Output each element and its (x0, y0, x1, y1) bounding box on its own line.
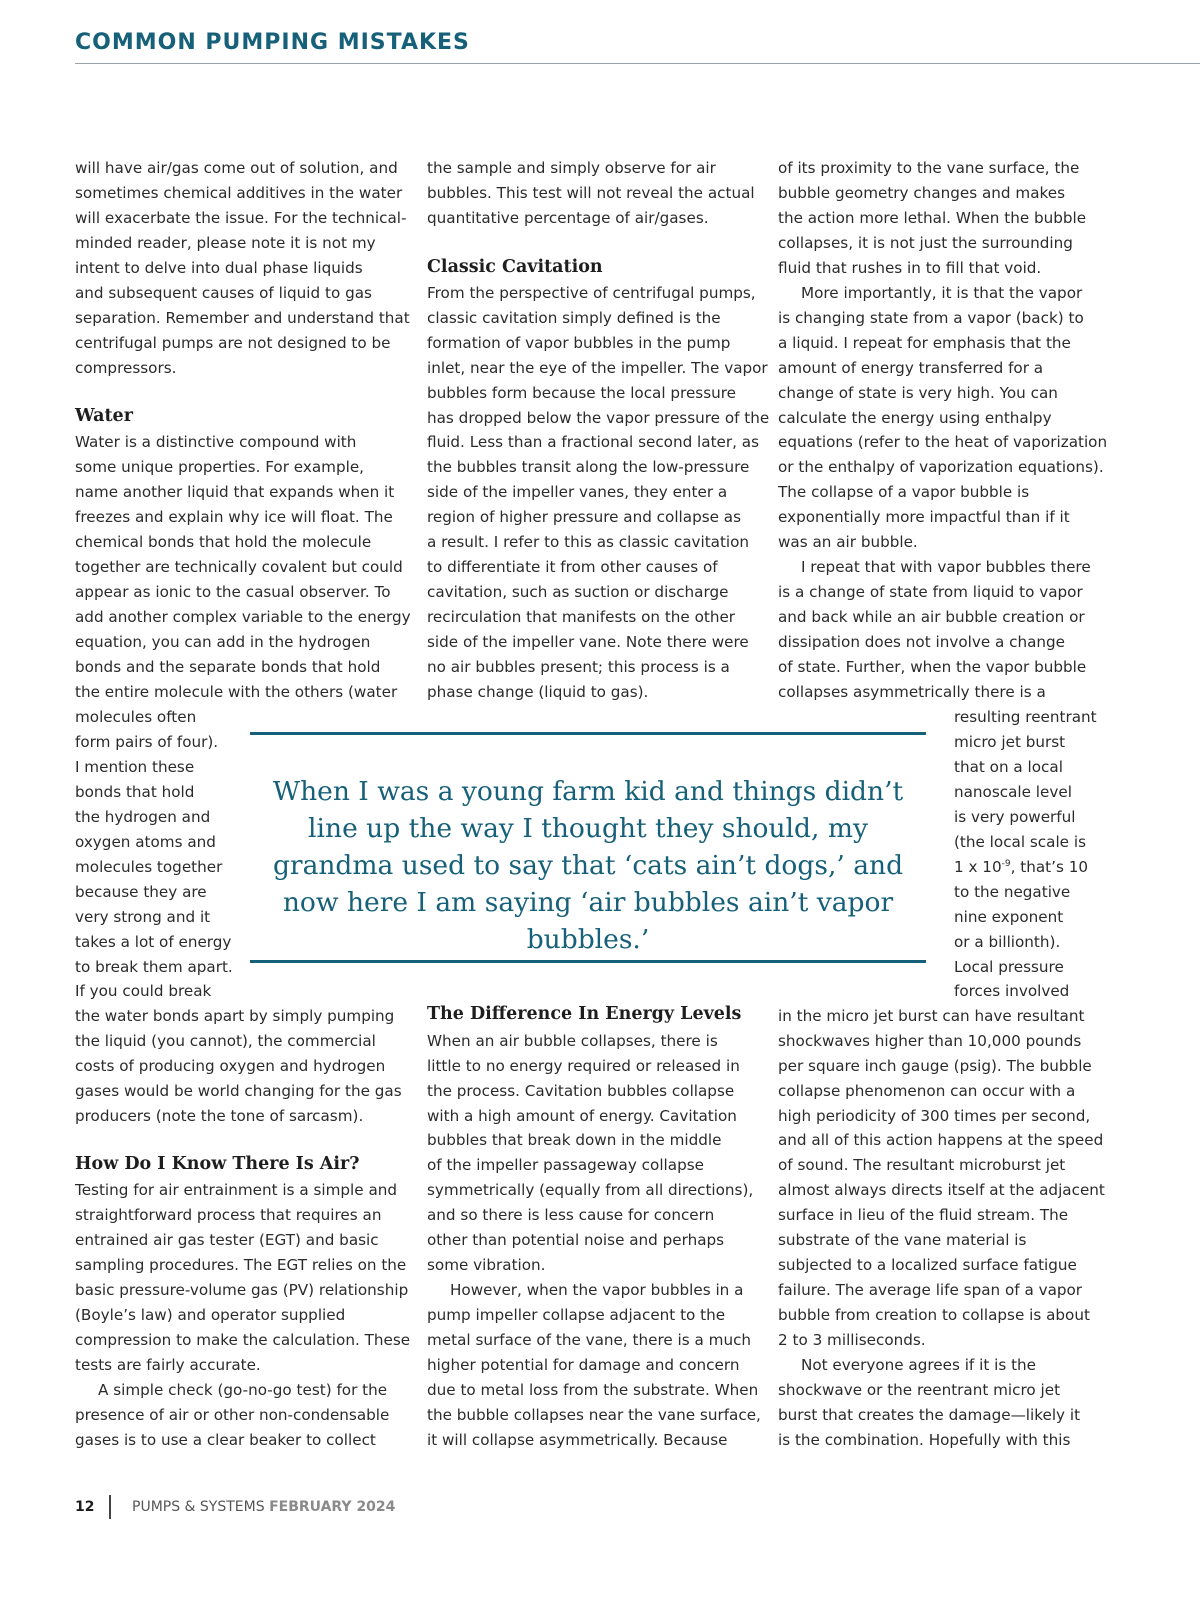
text-line: will exacerbate the issue. For the technical- (75, 209, 407, 227)
text-line: little to no energy required or released in (427, 1057, 740, 1075)
text-line: of its proximity to the vane surface, the (778, 159, 1080, 177)
text-line: nine exponent (954, 908, 1064, 926)
text-line: inlet, near the eye of the impeller. The vapor (427, 359, 768, 377)
text-line: side of the impeller vane. Note there were (427, 633, 749, 651)
text-line: presence of air or other non-condensable (75, 1406, 390, 1424)
text-line: collapses asymmetrically there is a (778, 683, 1046, 701)
text-line: calculate the energy using enthalpy (778, 409, 1052, 427)
text-line: collapse phenomenon can occur with a (778, 1082, 1076, 1100)
text-line: symmetrically (equally from all directions), (427, 1181, 754, 1199)
text-line: Testing for air entrainment is a simple and (75, 1181, 398, 1199)
text-line: burst that creates the damage—likely it (778, 1406, 1081, 1424)
text-line: I mention these (75, 758, 195, 776)
text-line: the liquid (you cannot), the commercial (75, 1032, 376, 1050)
text-line: A simple check (go-no-go test) for the (98, 1381, 388, 1399)
text-line: separation. Remember and understand that (75, 309, 410, 327)
text-line: freezes and explain why ice will float. The (75, 508, 393, 526)
text-line: the bubbles transit along the low-pressure (427, 458, 750, 476)
text-line: surface in lieu of the fluid stream. The (778, 1206, 1069, 1224)
text-line: costs of producing oxygen and hydrogen (75, 1057, 386, 1075)
text-line: of sound. The resultant microburst jet (778, 1156, 1066, 1174)
text-line: is the combination. Hopefully with this (778, 1431, 1071, 1449)
text-line: failure. The average life span of a vapor (778, 1281, 1083, 1299)
text-line: However, when the vapor bubbles in a (450, 1281, 744, 1299)
text-line: quantitative percentage of air/gases. (427, 209, 709, 227)
text-line: equation, you can add in the hydrogen (75, 633, 371, 651)
text-line: very strong and it (75, 908, 211, 926)
pull-quote-text: When I was a young farm kid and things didn’t line up the way I thought they should, my grandma used to say that ‘cats ain’t dogs,’ and now here I am saying ‘air bubbles ain’t vapor bubbles.’ (272, 776, 904, 955)
text-line: If you could break (75, 982, 212, 1000)
text-line: high periodicity of 300 times per second, (778, 1107, 1091, 1125)
text-line: no air bubbles present; this process is a (427, 658, 730, 676)
text-line: The collapse of a vapor bubble is (778, 483, 1030, 501)
exponent-tail: , that’s 10 (1010, 858, 1089, 876)
text-line: Local pressure (954, 958, 1064, 976)
text-line: molecules often (75, 708, 197, 726)
text-line: it will collapse asymmetrically. Because (427, 1431, 728, 1449)
text-line: and back while an air bubble creation or (778, 608, 1085, 626)
text-line-exponent (954, 855, 1088, 880)
text-line: the water bonds apart by simply pumping (75, 1007, 395, 1025)
text-line: 2 to 3 milliseconds. (778, 1331, 926, 1349)
text-line: (the local scale is (954, 833, 1086, 851)
text-line: a result. I refer to this as classic cavitation (427, 533, 750, 551)
subheading-water: Water (75, 406, 133, 426)
text-line: minded reader, please note it is not my (75, 234, 376, 252)
text-line: bubble from creation to collapse is about (778, 1306, 1090, 1324)
page-footer (75, 1495, 575, 1521)
text-line: of the impeller passageway collapse (427, 1156, 704, 1174)
text-line: straightforward process that requires an (75, 1206, 382, 1224)
text-line: bubbles. This test will not reveal the actual (427, 184, 755, 202)
text-line: or the enthalpy of vaporization equations). (778, 458, 1104, 476)
subheading-air: How Do I Know There Is Air? (75, 1154, 360, 1174)
text-line: sometimes chemical additives in the water (75, 184, 403, 202)
text-line: formation of vapor bubbles in the pump (427, 334, 731, 352)
text-line: region of higher pressure and collapse as (427, 508, 742, 526)
text-line: almost always directs itself at the adjacent (778, 1181, 1105, 1199)
text-line: gases is to use a clear beaker to collect (75, 1431, 376, 1449)
text-line: From the perspective of centrifugal pumps, (427, 284, 756, 302)
text-line: producers (note the tone of sarcasm). (75, 1107, 364, 1125)
text-line: the bubble collapses near the vane surface, (427, 1406, 761, 1424)
text-line: of state. Further, when the vapor bubble (778, 658, 1087, 676)
text-line: substrate of the vane material is (778, 1231, 1027, 1249)
text-line: per square inch gauge (psig). The bubble (778, 1057, 1092, 1075)
text-line: the action more lethal. When the bubble (778, 209, 1087, 227)
text-line: Not everyone agrees if it is the (801, 1356, 1036, 1374)
text-line: shockwaves higher than 10,000 pounds (778, 1032, 1082, 1050)
text-line: recirculation that manifests on the other (427, 608, 736, 626)
text-line: and all of this action happens at the speed (778, 1131, 1104, 1149)
text-line: the process. Cavitation bubbles collapse (427, 1082, 735, 1100)
text-line: that on a local (954, 758, 1063, 776)
text-line: shockwave or the reentrant micro jet (778, 1381, 1061, 1399)
text-line: subjected to a localized surface fatigue (778, 1256, 1077, 1274)
text-line: will have air/gas come out of solution, and (75, 159, 398, 177)
text-line: add another complex variable to the energy (75, 608, 411, 626)
text-line: change of state is very high. You can (778, 384, 1058, 402)
text-line: bonds and the separate bonds that hold (75, 658, 381, 676)
text-line: (Boyle’s law) and operator supplied (75, 1306, 346, 1324)
text-line: due to metal loss from the substrate. When (427, 1381, 759, 1399)
text-line: pump impeller collapse adjacent to the (427, 1306, 726, 1324)
exponent-base: 1 x 10 (954, 858, 1002, 876)
text-line: was an air bubble. (778, 533, 918, 551)
text-line: some vibration. (427, 1256, 546, 1274)
text-line: compressors. (75, 359, 177, 377)
text-line: dissipation does not involve a change (778, 633, 1066, 651)
text-line: tests are fairly accurate. (75, 1356, 261, 1374)
text-line: intent to delve into dual phase liquids (75, 259, 363, 277)
text-line: name another liquid that expands when it (75, 483, 395, 501)
text-line: bubble geometry changes and makes (778, 184, 1066, 202)
subheading-classic-cavitation: Classic Cavitation (427, 257, 603, 277)
text-line: appear as ionic to the casual observer. To (75, 583, 391, 601)
text-line: has dropped below the vapor pressure of the (427, 409, 770, 427)
text-line: equations (refer to the heat of vaporization (778, 433, 1108, 451)
text-line: phase change (liquid to gas). (427, 683, 649, 701)
text-line: bonds that hold (75, 783, 195, 801)
pull-quote-rule-top (250, 732, 926, 735)
text-line: compression to make the calculation. These (75, 1331, 411, 1349)
text-line: or a billionth). (954, 933, 1061, 951)
publication-line (132, 1499, 395, 1515)
text-line: with a high amount of energy. Cavitation (427, 1107, 737, 1125)
text-line: a liquid. I repeat for emphasis that the (778, 334, 1071, 352)
text-line: some unique properties. For example, (75, 458, 364, 476)
text-line: entrained air gas tester (EGT) and basic (75, 1231, 379, 1249)
pull-quote-rule-bottom (250, 960, 926, 963)
text-line: higher potential for damage and concern (427, 1356, 740, 1374)
text-line: cavitation, such as suction or discharge (427, 583, 729, 601)
text-line: bubbles form because the local pressure (427, 384, 737, 402)
text-line: More importantly, it is that the vapor (801, 284, 1083, 302)
text-line: I repeat that with vapor bubbles there (801, 558, 1091, 576)
text-line: micro jet burst (954, 733, 1066, 751)
exponent-superscript: -9 (1001, 858, 1011, 869)
text-line: oxygen atoms and (75, 833, 216, 851)
publication-name: PUMPS & SYSTEMS (132, 1499, 265, 1515)
text-line: amount of energy transferred for a (778, 359, 1044, 377)
text-line: Water is a distinctive compound with (75, 433, 357, 451)
text-line: to break them apart. (75, 958, 233, 976)
text-line: is very powerful (954, 808, 1076, 826)
text-line: sampling procedures. The EGT relies on the (75, 1256, 407, 1274)
text-line: fluid that rushes in to fill that void. (778, 259, 1042, 277)
text-line: bubbles that break down in the middle (427, 1131, 722, 1149)
text-line: because they are (75, 883, 207, 901)
text-line: forces involved (954, 982, 1070, 1000)
text-line: the hydrogen and (75, 808, 211, 826)
text-line: chemical bonds that hold the molecule (75, 533, 372, 551)
text-line: molecules together (75, 858, 223, 876)
text-line: and so there is less cause for concern (427, 1206, 715, 1224)
text-line: is a change of state from liquid to vapor (778, 583, 1083, 601)
text-line: to differentiate it from other causes of (427, 558, 718, 576)
footer-divider (109, 1495, 111, 1519)
text-line: together are technically covalent but could (75, 558, 403, 576)
text-line: metal surface of the vane, there is a much (427, 1331, 752, 1349)
text-line: in the micro jet burst can have resultant (778, 1007, 1085, 1025)
title-divider (75, 63, 1200, 64)
text-line: When an air bubble collapses, there is (427, 1032, 718, 1050)
subheading-energy-levels: The Difference In Energy Levels (427, 1004, 742, 1024)
text-line: side of the impeller vanes, they enter a (427, 483, 728, 501)
text-line: exponentially more impactful than if it (778, 508, 1070, 526)
page-number: 12 (75, 1499, 95, 1515)
text-line: form pairs of four). (75, 733, 219, 751)
text-line: and subsequent causes of liquid to gas (75, 284, 372, 302)
text-line: collapses, it is not just the surrounding (778, 234, 1073, 252)
section-title: COMMON PUMPING MISTAKES (75, 30, 470, 55)
text-line: to the negative (954, 883, 1071, 901)
text-line: other than potential noise and perhaps (427, 1231, 725, 1249)
text-line: gases would be world changing for the gas (75, 1082, 402, 1100)
issue-date: FEBRUARY 2024 (269, 1499, 396, 1515)
text-line: basic pressure-volume gas (PV) relationship (75, 1281, 409, 1299)
text-line: the sample and simply observe for air (427, 159, 716, 177)
text-line: is changing state from a vapor (back) to (778, 309, 1084, 327)
text-line: resulting reentrant (954, 708, 1097, 726)
text-line: the entire molecule with the others (water (75, 683, 398, 701)
text-line: nanoscale level (954, 783, 1072, 801)
text-line: classic cavitation simply defined is the (427, 309, 721, 327)
text-line: centrifugal pumps are not designed to be (75, 334, 391, 352)
text-line: fluid. Less than a fractional second later, as (427, 433, 760, 451)
text-line: takes a lot of energy (75, 933, 232, 951)
